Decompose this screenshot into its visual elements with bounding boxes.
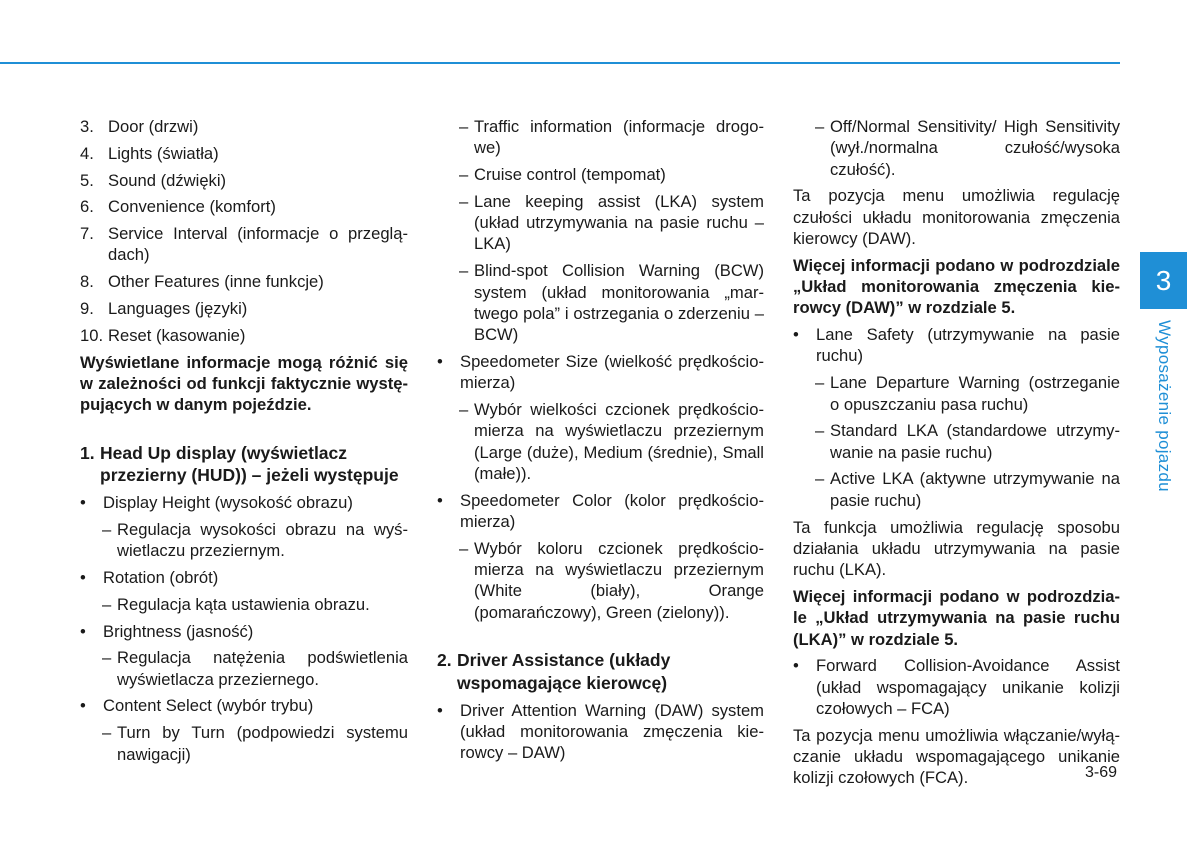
chapter-tab: 3 — [1140, 252, 1187, 309]
bullet-item: • Rotation (obrót) — [80, 567, 219, 587]
dash-item: – Active LKA (aktywne utrzymywanie na pasie ruchu) — [815, 469, 1120, 510]
bullet-item: • Forward Collision-Avoidance Assist (układ wspomagający unikanie kolizji czołowych – FCA) — [793, 656, 1120, 718]
list-item — [80, 325, 408, 346]
item-number: 8. — [80, 272, 94, 292]
bullet-item: • Driver Attention Warning (DAW) system (układ monitorowania zmęczenia kie-rowcy – DAW) — [437, 700, 764, 763]
item-text: Other Features (inne funkcje) — [108, 272, 324, 292]
section-heading: 1. Head Up display (wyświetlacz przezierny (HUD)) – jeżeli występuje — [80, 442, 399, 486]
bold-note: Więcej informacji podano w podrozdzia-le „Układ utrzymywania na pasie ruchu (LKA)” w rozdziale 5. — [793, 586, 1120, 649]
dash-item: – Traffic information (informacje drogo-we) — [459, 117, 764, 158]
dash-item: – Lane keeping assist (LKA) system (układ utrzymywania na pasie ruchu – LKA) — [459, 191, 764, 254]
dash-item: – Regulacja wysokości obrazu na wyś-wietlaczu przeziernym. — [102, 519, 408, 561]
dash-item: – Lane Departure Warning (ostrzeganie o opuszczaniu pasa ruchu) — [815, 373, 1120, 414]
paragraph: Ta pozycja menu umożliwia włączanie/wyłą-czanie układu wspomagającego unikanie kolizji czołowych (FCA). — [793, 725, 1120, 788]
item-number: 4. — [80, 143, 94, 163]
bullet-item: • Brightness (jasność) — [80, 621, 254, 641]
item-text: Convenience (komfort) — [108, 197, 276, 217]
paragraph: Ta pozycja menu umożliwia regulację czułości układu monitorowania zmęczenia kierowcy (DAW). — [793, 186, 1120, 248]
column-1 — [80, 116, 408, 765]
list-item — [80, 116, 408, 137]
dash-item: – Turn by Turn (podpowiedzi systemu nawigacji) — [102, 723, 408, 764]
item-number: 10. — [80, 325, 104, 345]
page-number: 3-69 — [1084, 764, 1117, 781]
bullet-item: • Speedometer Color (kolor prędkościo-mierza) — [437, 490, 764, 532]
bullet-item: • Content Select (wybór trybu) — [80, 696, 314, 716]
paragraph: Ta funkcja umożliwia regulację sposobu działania układu utrzymywania na pasie ruchu (LKA). — [793, 517, 1120, 580]
list-item — [80, 143, 408, 164]
top-rule — [0, 62, 1120, 64]
item-text: Sound (dźwięki) — [108, 170, 227, 190]
chapter-title: Wyposażenie pojazdu — [1155, 320, 1174, 492]
list-item — [80, 223, 408, 266]
list-item — [80, 271, 408, 292]
list-item — [80, 196, 408, 217]
numbered-list — [80, 116, 408, 346]
bold-note: Więcej informacji podano w podrozdziale „Układ monitorowania zmęczenia kie-rowcy (DAW)” w rozdziale 5. — [793, 255, 1120, 318]
item-text: Service Interval (informacje o przeglą-dach) — [108, 224, 408, 265]
item-text: Door (drzwi) — [108, 117, 199, 136]
item-text: Languages (języki) — [108, 299, 248, 319]
section-heading: 2. Driver Assistance (układy wspomagające kierowcę) — [437, 650, 671, 693]
item-number: 6. — [80, 197, 94, 217]
bullet-item: • Speedometer Size (wielkość prędkościo-mierza) — [437, 351, 764, 393]
dash-item: – Cruise control (tempomat) — [459, 165, 666, 185]
dash-item: – Standard LKA (standardowe utrzymy-wanie na pasie ruchu) — [815, 421, 1120, 462]
bold-note: Wyświetlane informacje mogą różnić się w zależności od funkcji faktycznie wystę-pujących w danym pojeździe. — [80, 352, 408, 415]
column-2 — [437, 116, 764, 763]
dash-item: – Wybór koloru czcionek prędkościo-mierza na wyświetlaczu przeziernym (White (biały), Orange (pomarańczowy), Green (zielony)). — [459, 538, 764, 622]
dash-item: – Wybór wielkości czcionek prędkościo-mierza na wyświetlaczu przeziernym (Large (duże), Medium (średnie), Small (małe)). — [459, 400, 764, 483]
dash-item: – Blind-spot Collision Warning (BCW) system (układ monitorowania „mar-twego pola” i ostrzegania o zderzeniu – BCW) — [459, 261, 764, 345]
dash-item: – Off/Normal Sensitivity/ High Sensitivity (wył./normalna czułość/wysoka czułość). — [815, 117, 1120, 179]
list-item — [80, 298, 408, 319]
item-number: 3. — [80, 117, 94, 136]
item-text: Lights (światła) — [108, 143, 219, 163]
list-item — [80, 170, 408, 191]
item-number: 9. — [80, 299, 94, 319]
dash-item: – Regulacja kąta ustawienia obrazu. — [102, 594, 370, 614]
bullet-item: • Display Height (wysokość obrazu) — [80, 493, 353, 513]
item-number: 7. — [80, 224, 94, 244]
dash-item: – Regulacja natężenia podświetlenia wyświetlacza przeziernego. — [102, 648, 408, 689]
column-3 — [793, 116, 1120, 789]
item-text: Reset (kasowanie) — [108, 325, 246, 345]
bullet-item: • Lane Safety (utrzymywanie na pasie ruchu) — [793, 325, 1120, 366]
item-number: 5. — [80, 170, 94, 190]
